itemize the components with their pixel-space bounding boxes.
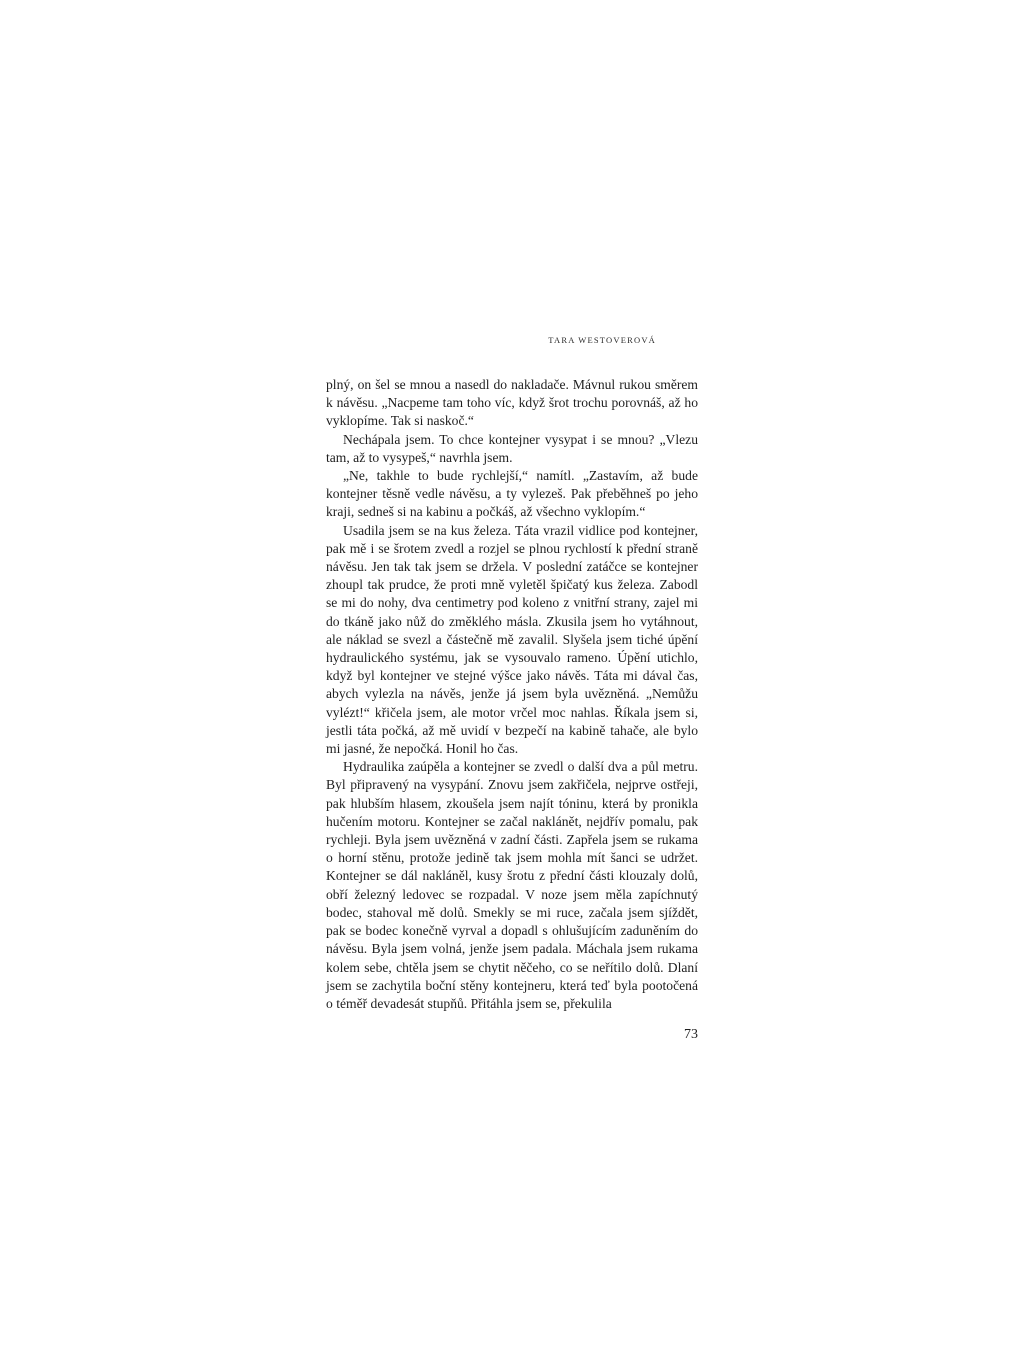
running-head-author: TARA WESTOVEROVÁ: [548, 335, 656, 345]
paragraph-2: Nechápala jsem. To chce kontejner vysypat i se mnou? „Vlezu tam, až to vysypeš,“ navrhla jsem.: [326, 431, 698, 465]
page-number: 73: [684, 1027, 698, 1042]
paragraph-3: „Ne, takhle to bude rychlejší,“ namítl. „Zastavím, až bude kontejner těsně vedle návěsu, a ty vylezeš. Pak přeběhneš po jeho kraji, sedneš si na kabinu a počkáš, až všechno vyklopím.“: [326, 468, 698, 520]
body-text: [326, 376, 698, 1013]
paragraph-1: plný, on šel se mnou a nasedl do nakladače. Mávnul rukou směrem k návěsu. „Nacpeme tam toho víc, když šrot trochu porovnáš, až ho vyklopíme. Tak si naskoč.“: [326, 377, 698, 429]
paragraph-4: Usadila jsem se na kus železa. Táta vrazil vidlice pod kontejner, pak mě i se šrotem zvedl a rozjel se plnou rychlostí k přední straně návěsu. Jen tak tak jsem se držela. V poslední zatáčce se kontejner zhoupl tak prudce, že proti mně vyletěl špičatý kus železa. Zabodl se mi do nohy, dva centimetry pod koleno z vnitřní strany, zajel mi do tkáně jako nůž do změklého másla. Zkusila jsem ho vytáhnout, ale náklad se svezl a částečně mě zavalil. Slyšela jsem tiché úpění hydraulického systému, jak se vysouvalo rameno. Úpění utichlo, když byl kontejner ve stejné výšce jako návěs. Táta mi dával čas, abych vylezla na návěs, jenže já jsem byla uvězněná. „Nemůžu vylézt!“ křičela jsem, ale motor vrčel moc nahlas. Říkala jsem si, jestli táta počká, až mě uvidí v bezpečí na kabině tahače, ale bylo mi jasné, že nepočká. Honil ho čas.: [326, 522, 698, 757]
paragraph-5: Hydraulika zaúpěla a kontejner se zvedl o další dva a půl metru. Byl připravený na vysypání. Znovu jsem zakřičela, nejprve ostřeji, pak hlubším hlasem, zkoušela jsem najít tóninu, která by pronikla hučením motoru. Kontejner se začal naklánět, nejdřív pomalu, pak rychleji. Byla jsem uvězněná v zadní části. Zapřela jsem se rukama o horní stěnu, protože jedině tak jsem mohla mít šanci se udržet. Kontejner se dál nakláněl, kusy šrotu z přední části klouzaly dolů, obří železný ledovec se rozpadal. V noze jsem měla zapíchnutý bodec, stahoval mě dolů. Smekly se mi ruce, začala jsem sjíždět, pak se bodec konečně vyrval a dopadl s ohlušujícím zaduněním do návěsu. Byla jsem volná, jenže jsem padala. Máchala jsem rukama kolem sebe, chtěla jsem se chytit něčeho, co se neřítilo dolů. Dlaní jsem se zachytila boční stěny kontejneru, která teď byla pootočená o téměř devadesát stupňů. Přitáhla jsem se, překulila: [326, 759, 698, 1011]
